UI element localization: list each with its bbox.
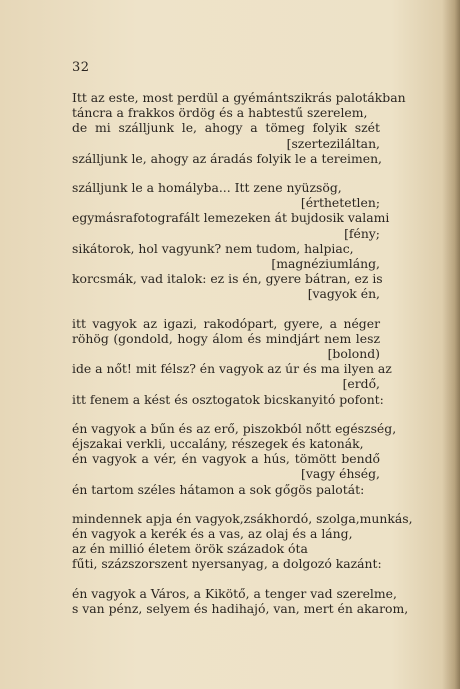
stanza-gap [72,407,380,421]
poem-line: [érthetetlen; [300,195,380,211]
stanza-gap [72,572,380,586]
stanza [72,510,413,572]
stanza [72,585,409,616]
poem-line: én vagyok a Város, a Kikötő, a tenger vad szerelme, [72,585,397,601]
stanza [72,90,406,166]
poem-line: röhög (gondold, hogy álom és mindjárt nem lesz [72,330,380,346]
poem-line: én vagyok a vér, én vagyok a hús, tömött bendő [72,451,380,467]
stanza-gap [72,497,380,511]
poem-line: az én millió életem örök századok óta [72,541,308,557]
poem-line: szálljunk le a homályba... Itt zene nyüzsög, [72,180,342,196]
poem-line: s van pénz, selyem és hadihajó, van, mert én akarom, [72,600,409,616]
poem-line: éjszakai verkli, uccalány, részegek és katonák, [72,436,364,452]
poem-line: de mi szálljunk le, ahogy a tömeg folyik szét [72,120,380,136]
stanza-gap [72,302,380,316]
poem-line: én vagyok a bűn és az erő, piszokból nőtt egészség, [72,420,397,436]
poem-line: [fény; [344,225,380,241]
poem-line: én tartom széles hátamon a sok gőgös palotát: [72,481,365,497]
poem-line: [vagy éhség, [301,466,380,482]
page-number: 32 [72,60,90,75]
stanza [72,420,397,497]
poem-line: egymásrafotografált lemezeken át bujdosik valami [72,210,390,226]
poem-line: ide a nőt! mit félsz? én vagyok az úr és ma ilyen az [72,361,392,377]
poem-line: korcsmák, vad italok: ez is én, gyere bátran, ez is [72,271,383,287]
poem-line: táncra a frakkos ördög és a habtestű szerelem, [72,105,368,121]
stanza [72,315,392,407]
poem-body [72,90,413,616]
poem-line: itt vagyok az igazi, rakodópart, gyere, a néger [72,315,380,331]
poem-line: [magnéziumláng, [271,256,380,272]
poem-line: [vagyok én, [307,286,380,302]
poem-line: Itt az este, most perdül a gyémántszikrás palotákban [72,90,406,105]
poem-line: [szerteziláltan, [286,135,380,151]
poem-line: sikátorok, hol vagyunk? nem tudom, halpiac, [72,240,354,256]
poem-line: én vagyok a kerék és a vas, az olaj és a láng, [72,526,353,542]
poem-line: szálljunk le, ahogy az áradás folyik le a tereimen, [72,150,382,166]
poem-line: [erdő, [342,376,380,392]
stanza-gap [72,166,380,180]
poem-line: [bolond) [327,346,380,362]
page-spine-shadow [442,0,460,689]
poem-line: mindennek apja én vagyok,zsákhordó, szolga,munkás, [72,510,413,526]
poem-line: itt fenem a kést és osztogatok bicskanyitó pofont: [72,391,384,407]
stanza [72,180,390,302]
poem-line: fűti, százszorszent nyersanyag, a dolgozó kazánt: [72,556,382,572]
